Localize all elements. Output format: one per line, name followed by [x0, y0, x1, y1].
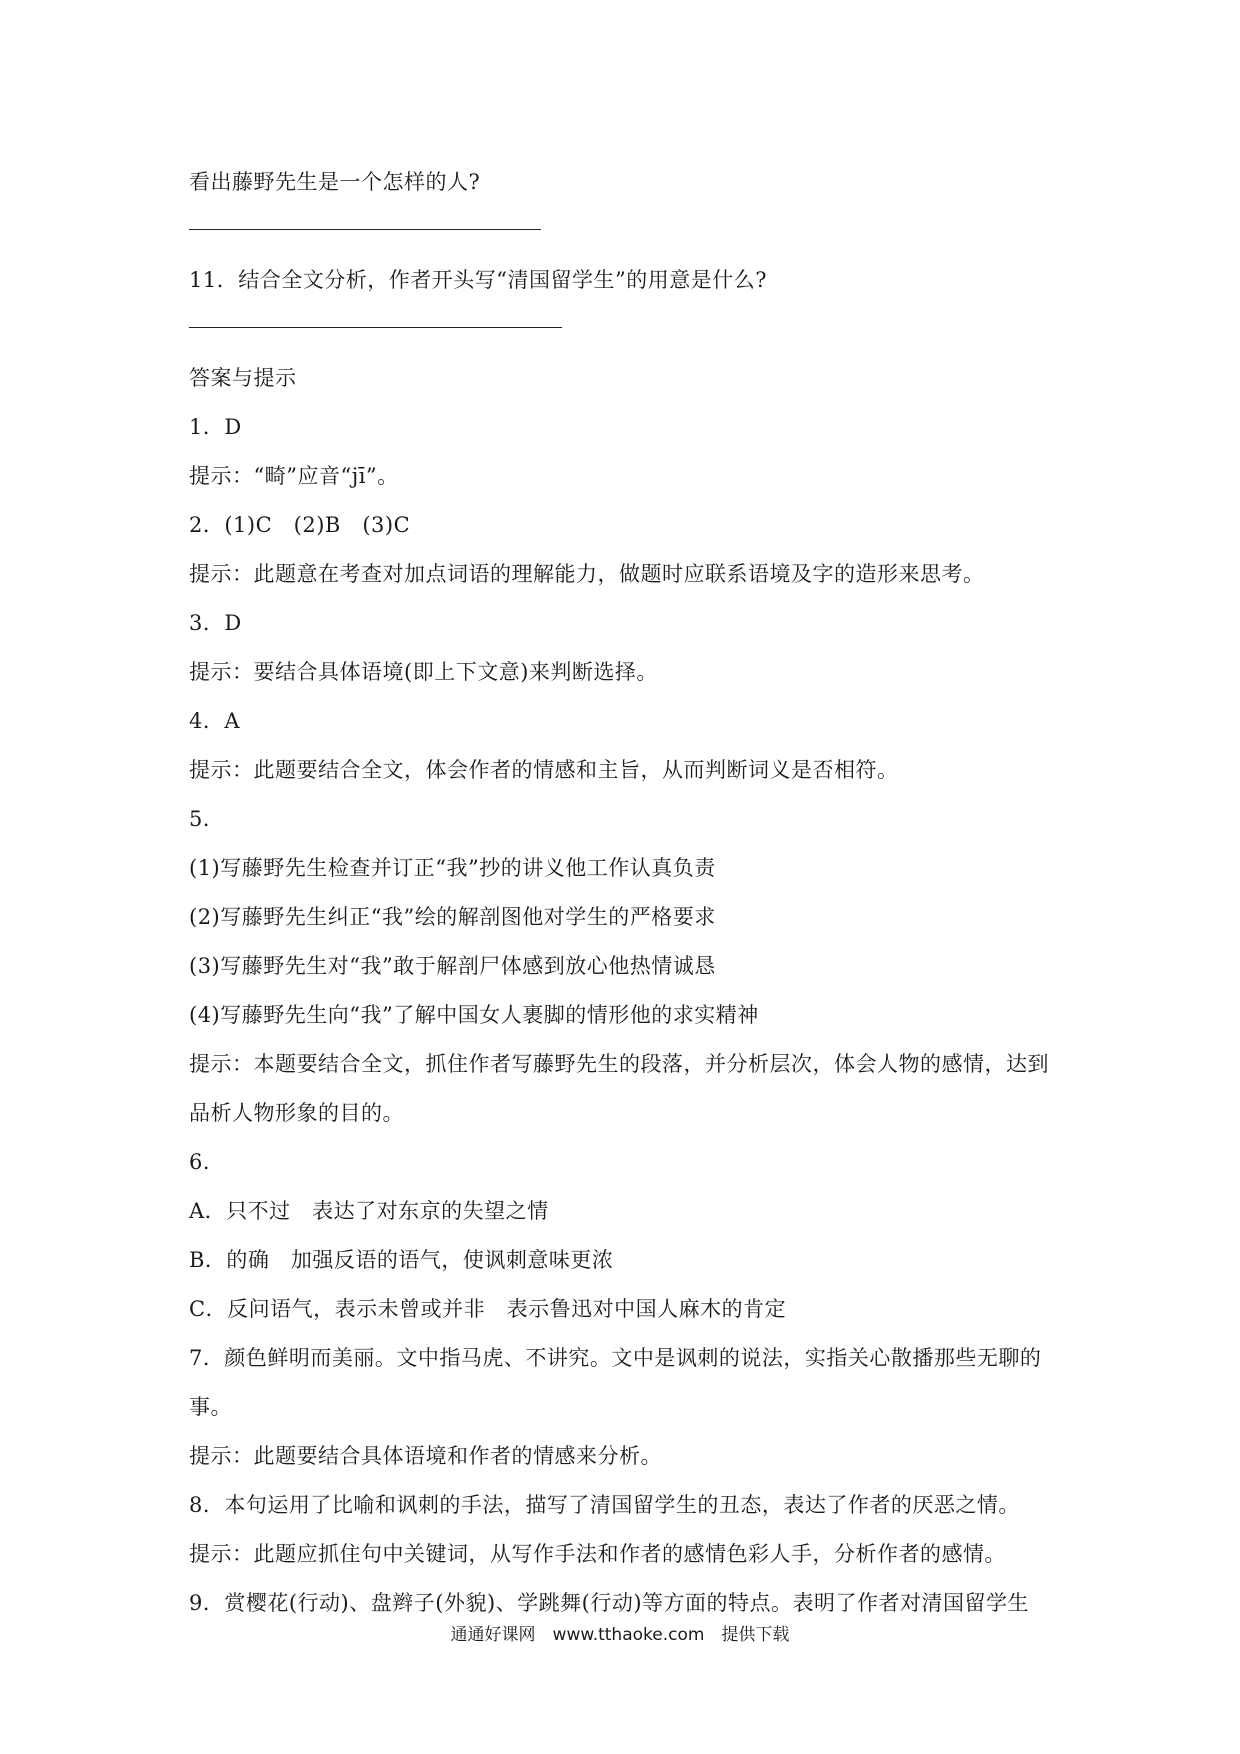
answer-5-item-1: (1)写藤野先生检查并订正“我”抄的讲义他工作认真负责	[189, 856, 716, 880]
answer-6: 6．	[189, 1150, 225, 1174]
answer-6-item-a: A．只不过 表达了对东京的失望之情	[189, 1199, 549, 1223]
answer-blank-line	[189, 207, 1069, 256]
hint-4: 提示：此题要结合全文，体会作者的情感和主旨，从而判断词义是否相符。	[189, 758, 899, 782]
answer-6-item-c: C．反问语气，表示未曾或并非 表示鲁迅对中国人麻木的肯定	[189, 1297, 787, 1321]
answer-2: 2．(1)C (2)B (3)C	[189, 513, 411, 537]
page-content	[189, 158, 1069, 1628]
hint-5: 提示：本题要结合全文，抓住作者写藤野先生的段落，并分析层次，体会人物的感情，达到	[189, 1052, 1049, 1076]
hint-7: 提示：此题要结合具体语境和作者的情感来分析。	[189, 1444, 662, 1468]
answer-4: 4．A	[189, 709, 241, 733]
answer-1: 1．D	[189, 415, 242, 439]
answer-3: 3．D	[189, 611, 242, 635]
question-11: 11．结合全文分析，作者开头写“清国留学生”的用意是什么?	[189, 268, 767, 292]
answer-5-item-4: (4)写藤野先生向“我”了解中国女人裹脚的情形他的求实精神	[189, 1003, 759, 1027]
hint-8: 提示：此题应抓住句中关键词，从写作手法和作者的感情色彩人手，分析作者的感情。	[189, 1542, 1006, 1566]
hint-1: 提示：“畸”应音“jī”。	[189, 464, 399, 488]
answer-7: 7．颜色鲜明而美丽。文中指马虎、不讲究。文中是讽刺的说法，实指关心散播那些无聊的	[189, 1346, 1042, 1370]
text-line: 看出藤野先生是一个怎样的人?	[189, 170, 481, 194]
hint-2: 提示：此题意在考查对加点词语的理解能力，做题时应联系语境及字的造形来思考。	[189, 562, 985, 586]
answer-8: 8．本句运用了比喻和讽刺的手法，描写了清国留学生的丑态，表达了作者的厌恶之情。	[189, 1493, 1020, 1517]
hint-3: 提示：要结合具体语境(即上下文意)来判断选择。	[189, 660, 658, 684]
section-heading: 答案与提示	[189, 366, 297, 390]
answer-blank-line	[189, 305, 1069, 354]
answer-7-continued: 事。	[189, 1395, 232, 1419]
page-footer: 通通好课网 www.tthaoke.com 提供下载	[450, 1625, 790, 1645]
answer-6-item-b: B．的确 加强反语的语气，使讽刺意味更浓	[189, 1248, 614, 1272]
hint-5-continued: 品析人物形象的目的。	[189, 1101, 404, 1125]
answer-5: 5．	[189, 807, 225, 831]
answer-9: 9．赏樱花(行动)、盘辫子(外貌)、学跳舞(行动)等方面的特点。表明了作者对清国留学生	[189, 1591, 1030, 1615]
answer-5-item-2: (2)写藤野先生纠正“我”绘的解剖图他对学生的严格要求	[189, 905, 716, 929]
answer-5-item-3: (3)写藤野先生对“我”敢于解剖尸体感到放心他热情诚恳	[189, 954, 716, 978]
